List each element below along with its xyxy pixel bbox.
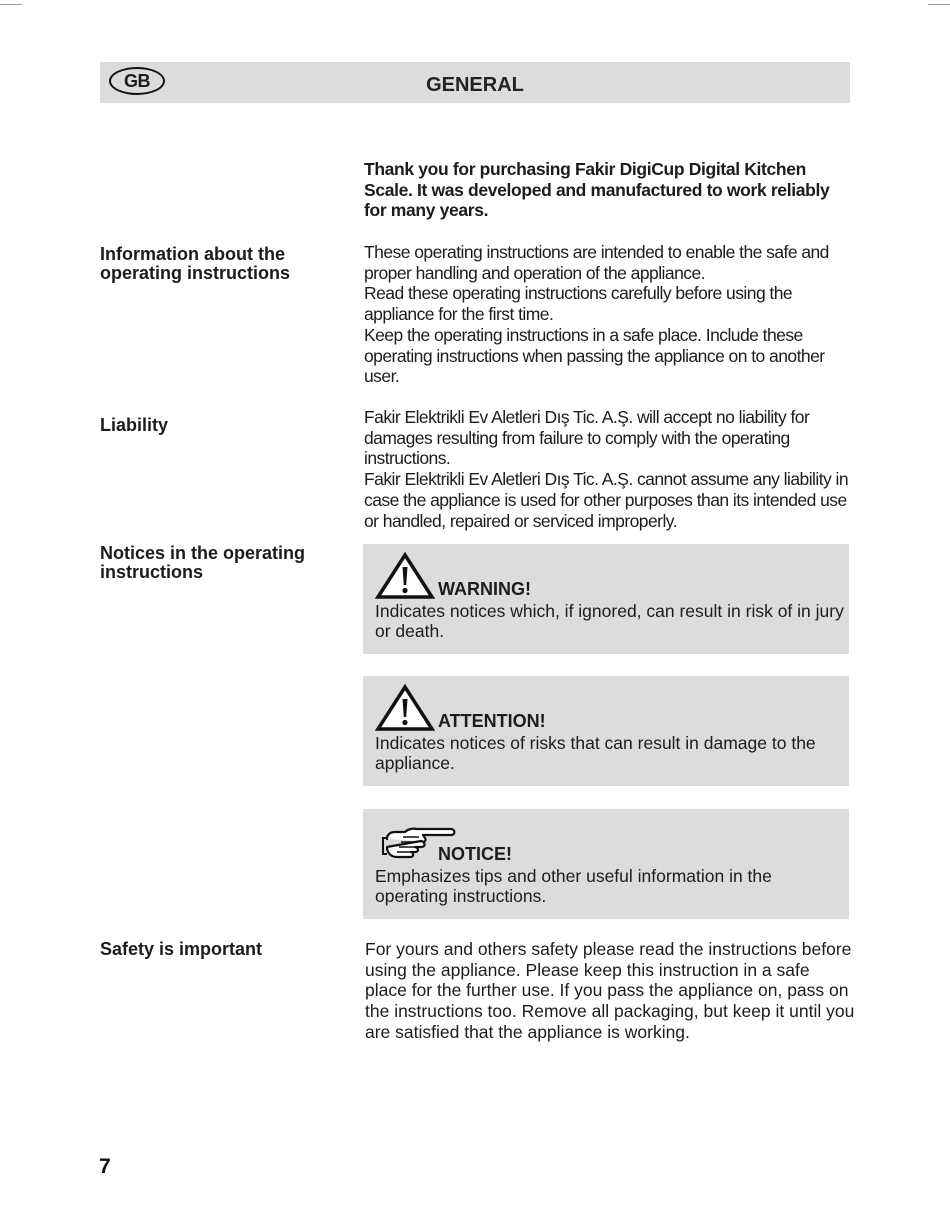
attention-heading: ATTENTION! — [438, 711, 546, 731]
information-paragraph: Read these operating instructions carefully before using the appliance for the first time. — [364, 283, 793, 325]
page-number: 7 — [99, 1155, 111, 1178]
page-title: GENERAL — [426, 74, 524, 96]
label-notices: Notices in the operating instructions — [100, 543, 306, 582]
crop-mark-right — [928, 4, 950, 5]
liability-paragraph: Fakir Elektrikli Ev Aletleri Dış Tic. A.Ş. will accept no liability for damages resulting from failure to comply with the operating instructions. — [364, 407, 810, 469]
label-safety: Safety is important — [100, 939, 263, 959]
warning-text: Indicates notices which, if ignored, can result in risk of in jury or death. — [375, 601, 844, 641]
label-information: Information about the operating instructions — [100, 244, 291, 283]
safety-text: For yours and others safety please read the instructions before using the appliance. Please keep this instruction in a safe place for the further use. If you pass the appliance on, pass on the instructions too. Remove all packaging, but keep it until you are satisfied that the appliance is working. — [365, 939, 855, 1042]
information-paragraph: Keep the operating instructions in a safe place. Include these operating instructions when passing the appliance on to another user. — [364, 324, 825, 387]
language-badge: GB — [109, 67, 165, 95]
notice-text: Emphasizes tips and other useful information in the operating instructions. — [375, 866, 772, 906]
liability-paragraph: Fakir Elektrikli Ev Aletleri Dış Tic. A.Ş. cannot assume any liability in case the appliance is used for other purposes than its intended use or handled, repaired or serviced improperly. — [364, 469, 849, 531]
attention-box — [363, 676, 849, 786]
attention-text: Indicates notices of risks that can result in damage to the appliance. — [375, 733, 816, 773]
warning-box — [363, 544, 849, 654]
warning-triangle-icon — [375, 683, 435, 738]
information-paragraph: These operating instructions are intended to enable the safe and proper handling and operation of the appliance. — [364, 242, 829, 283]
notice-heading: NOTICE! — [438, 844, 512, 864]
notice-box — [363, 809, 849, 919]
label-liability: Liability — [100, 415, 169, 435]
information-text — [364, 242, 854, 387]
liability-text — [364, 407, 854, 531]
warning-heading: WARNING! — [438, 579, 531, 599]
warning-triangle-icon — [375, 551, 435, 606]
intro-text: Thank you for purchasing Fakir DigiCup Digital Kitchen Scale. It was developed and manufactured to work reliably for many years. — [364, 159, 830, 221]
section-header-bar — [100, 62, 850, 103]
crop-mark-left — [0, 4, 22, 5]
